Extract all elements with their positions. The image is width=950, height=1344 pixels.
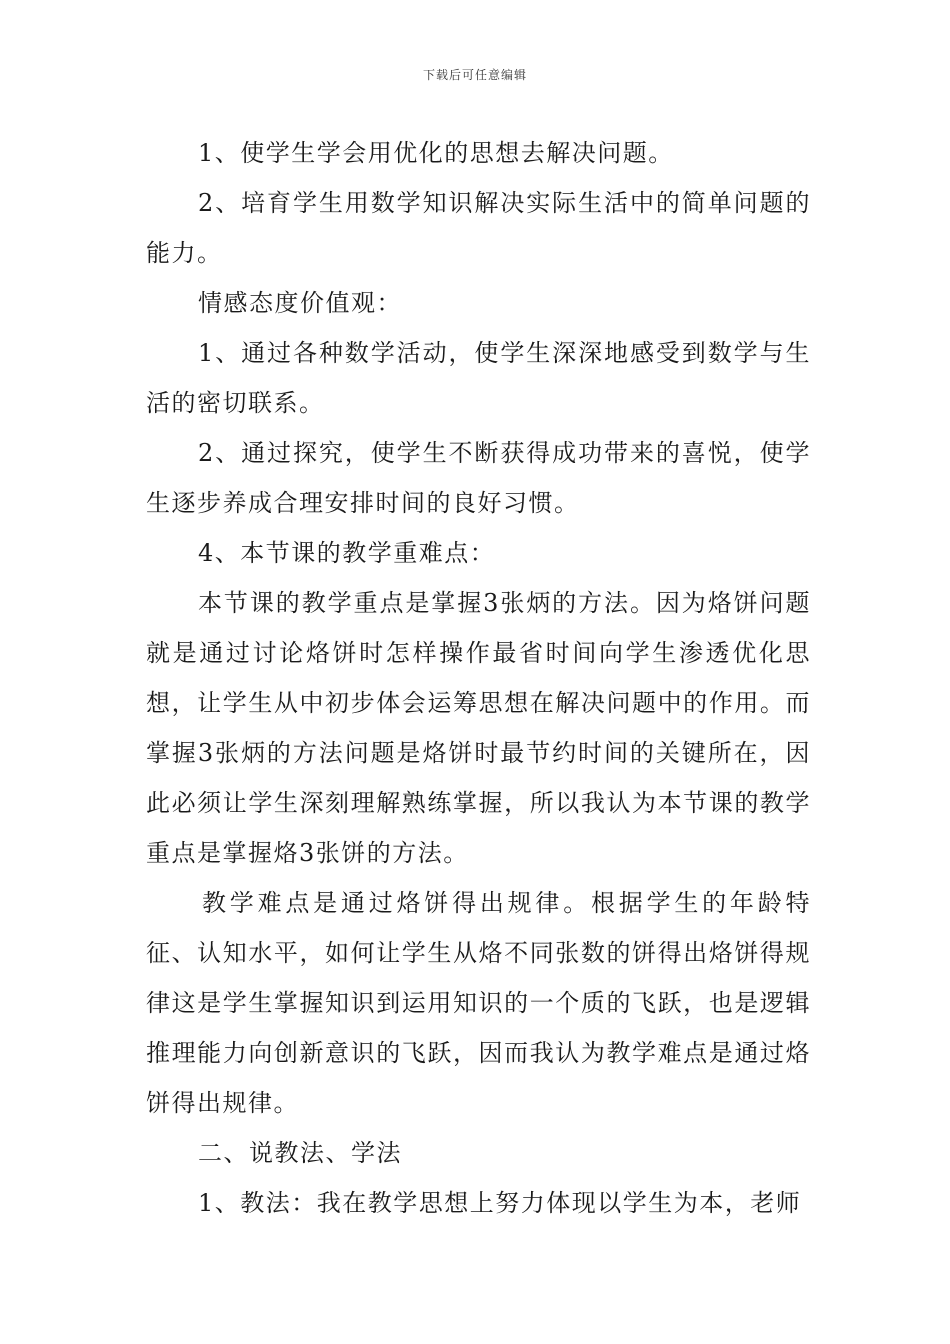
paragraph-objective-1: 1、使学生学会用优化的思想去解决问题。 (198, 139, 674, 167)
paragraph-difficult-point: 教学难点是通过烙饼得出规律。根据学生的年龄特征、认知水平，如何让学生从烙不同张数的饼得出烙饼得规律这是学生掌握知识到运用知识的一个质的飞跃，也是逻辑推理能力向创新意识的飞跃，因而我认为教学难点是通过烙饼得出规律。 (146, 889, 811, 1117)
paragraph-key-points-heading: 4、本节课的教学重难点： (198, 539, 496, 567)
paragraph-attitude-heading: 情感态度价值观： (198, 289, 402, 317)
page-header-note: 下载后可任意编辑 (422, 68, 527, 82)
paragraph-objective-2: 2、培育学生用数学知识解决实际生活中的简单问题的能力。 (146, 189, 811, 267)
paragraph-methods-heading: 二、说教法、学法 (198, 1139, 402, 1167)
paragraph-key-point: 本节课的教学重点是掌握3张炳的方法。因为烙饼问题就是通过讨论烙饼时怎样操作最省时间向学生渗透优化思想，让学生从中初步体会运筹思想在解决问题中的作用。而掌握3张炳的方法问题是烙饼时最节约时间的关键所在，因此必须让学生深刻理解熟练掌握，所以我认为本节课的教学重点是掌握烙3张饼的方法。 (146, 589, 811, 867)
paragraph-attitude-1: 1、通过各种数学活动，使学生深深地感受到数学与生活的密切联系。 (146, 339, 811, 417)
paragraph-attitude-2: 2、通过探究，使学生不断获得成功带来的喜悦，使学生逐步养成合理安排时间的良好习惯。 (146, 439, 811, 517)
document-body (146, 128, 811, 1228)
paragraph-teaching-method: 1、教法：我在教学思想上努力体现以学生为本，老师 (198, 1189, 802, 1217)
